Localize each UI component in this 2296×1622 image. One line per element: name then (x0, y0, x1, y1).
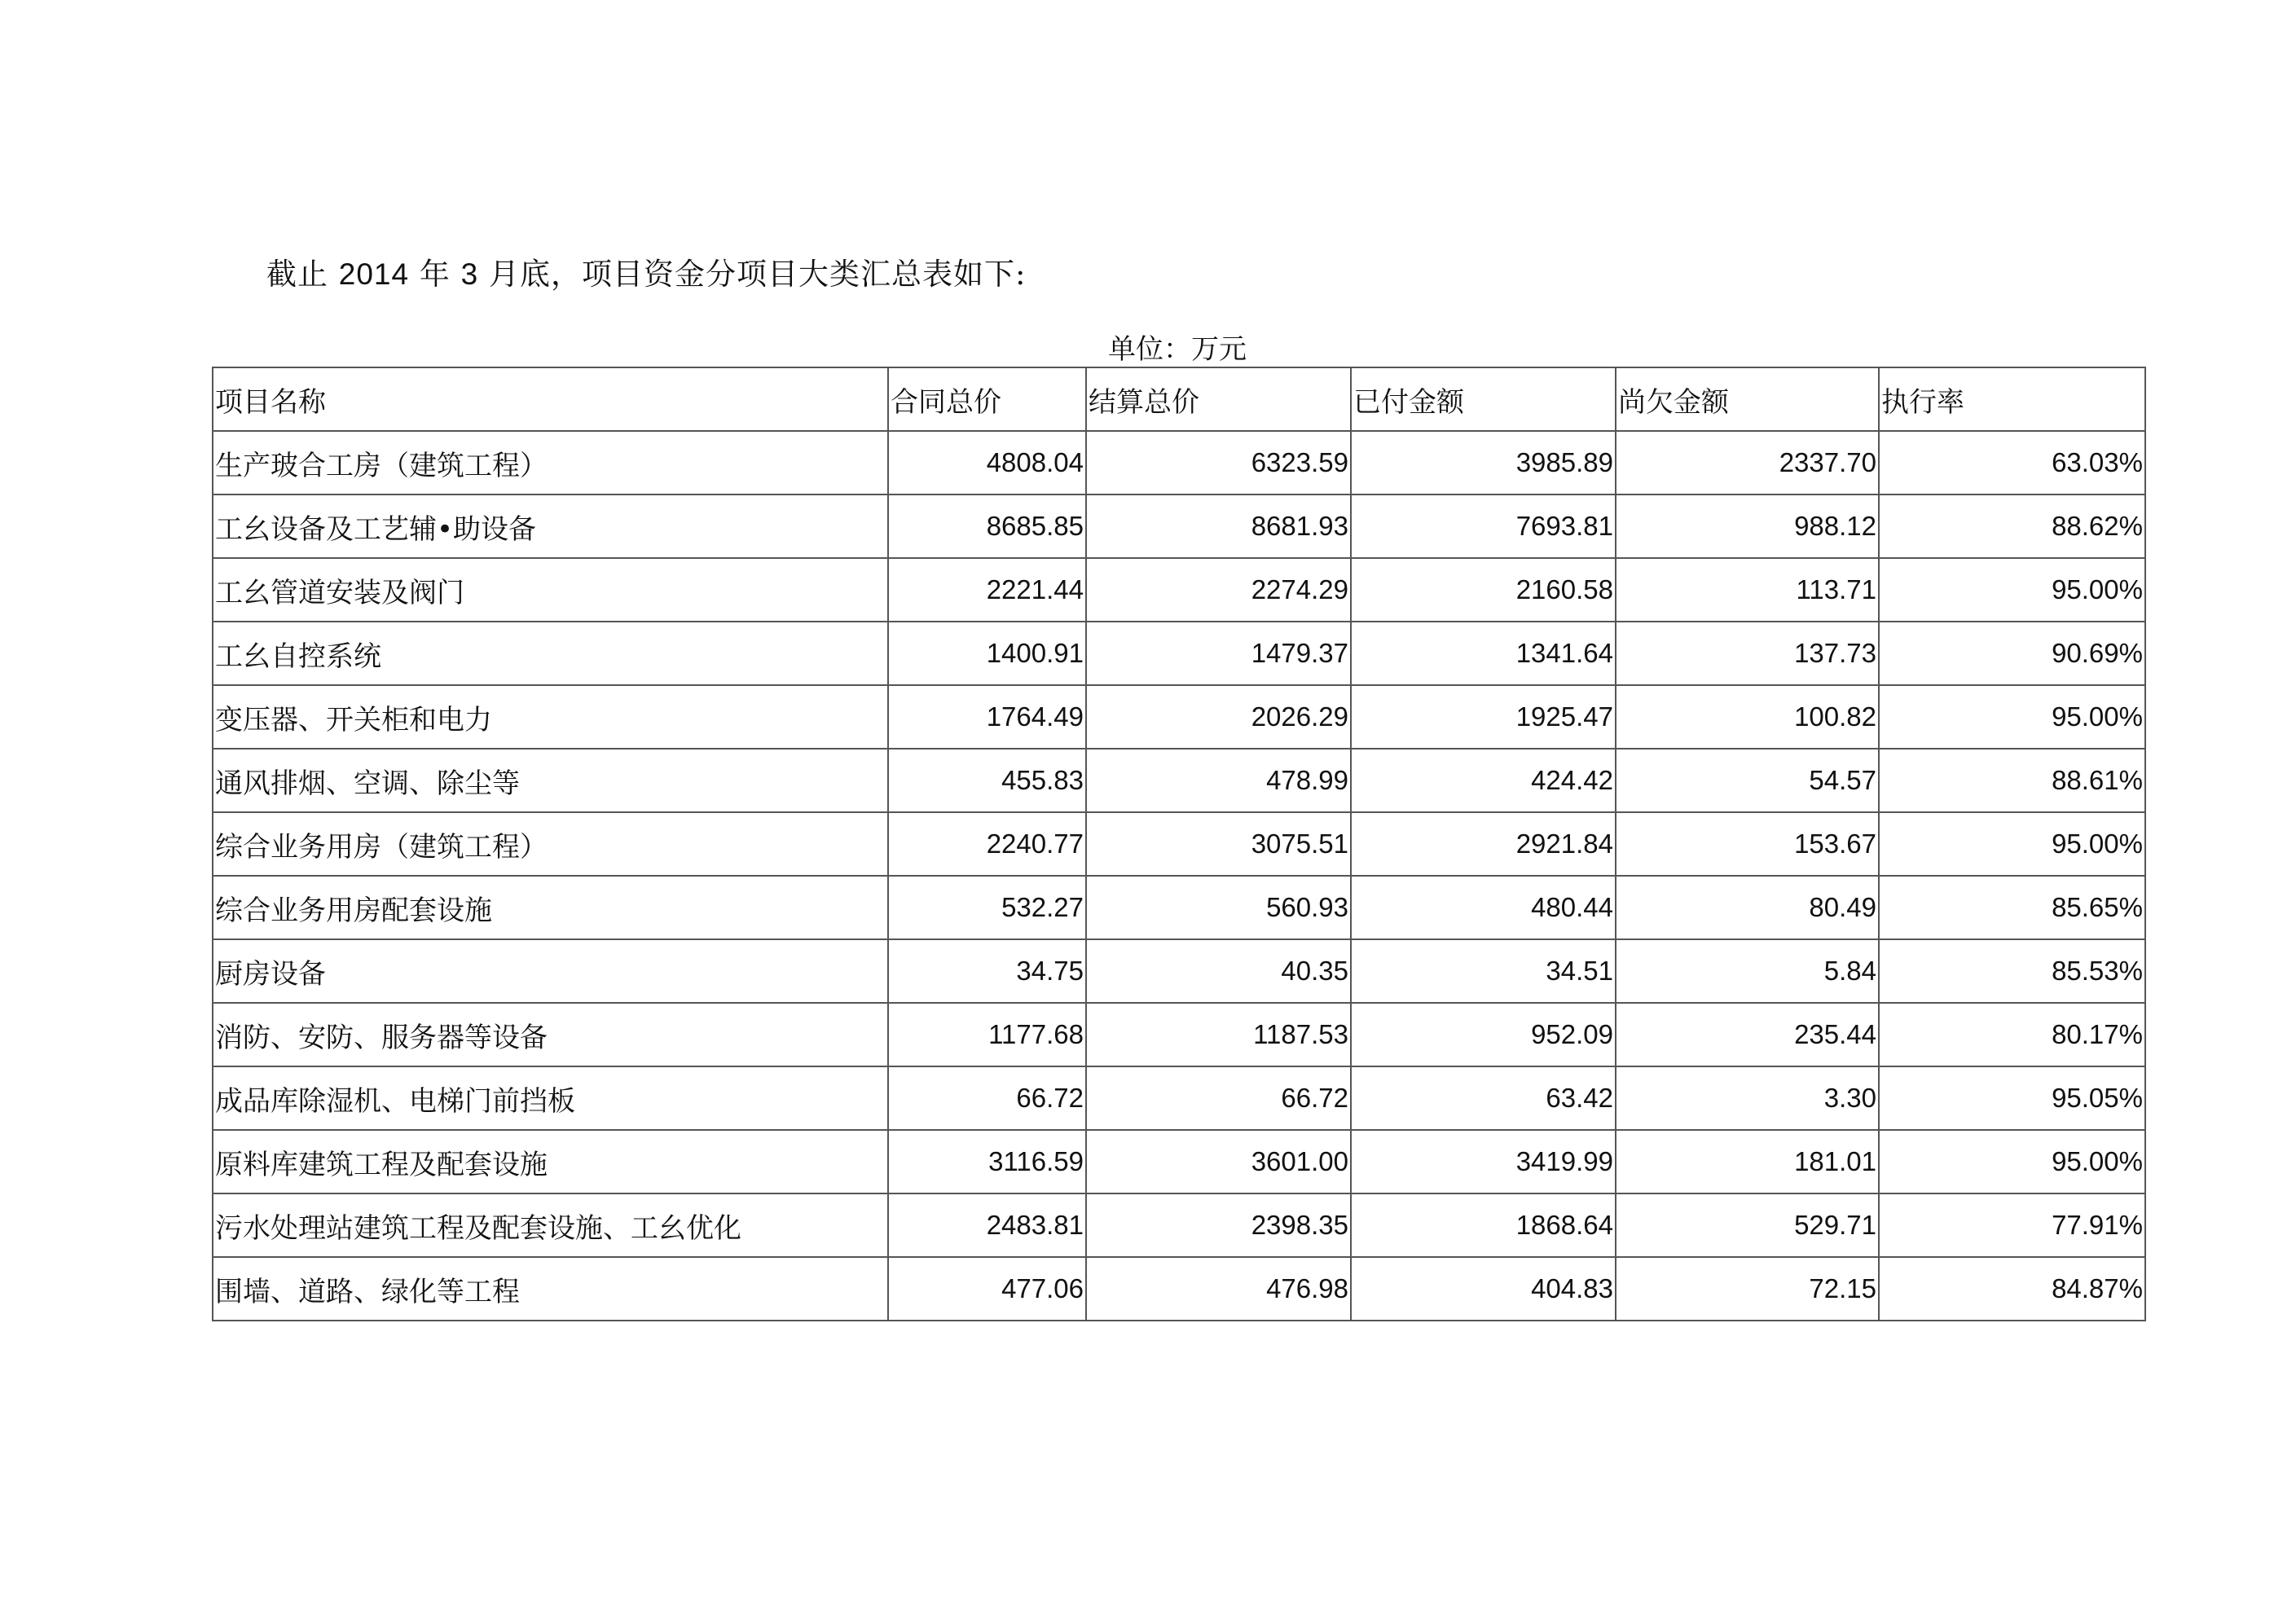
execution-rate-cell: 84.87% (1879, 1257, 2145, 1321)
owed-amount-cell: 2337.70 (1616, 431, 1879, 495)
col-header-owed-amount: 尚欠金额 (1616, 367, 1879, 431)
execution-rate-cell: 77.91% (1879, 1193, 2145, 1257)
item-name-cell: 综合业务用房（建筑工程） (213, 812, 888, 876)
paid-amount-cell: 63.42 (1351, 1066, 1616, 1130)
table-row (213, 431, 2145, 495)
col-header-settlement-total: 结算总价 (1086, 367, 1351, 431)
execution-rate-cell: 90.69% (1879, 622, 2145, 685)
table-row (213, 1003, 2145, 1066)
table-body (213, 431, 2145, 1321)
settlement-total-cell: 2026.29 (1086, 685, 1351, 749)
owed-amount-cell: 113.71 (1616, 558, 1879, 622)
paid-amount-cell: 34.51 (1351, 939, 1616, 1003)
table-row (213, 1066, 2145, 1130)
settlement-total-cell: 2274.29 (1086, 558, 1351, 622)
table-row (213, 749, 2145, 812)
col-header-name: 项目名称 (213, 367, 888, 431)
execution-rate-cell: 63.03% (1879, 431, 2145, 495)
execution-rate-cell: 85.53% (1879, 939, 2145, 1003)
paid-amount-cell: 1868.64 (1351, 1193, 1616, 1257)
item-name-cell: 工幺自控系统 (213, 622, 888, 685)
execution-rate-cell: 95.00% (1879, 685, 2145, 749)
intro-post: 月底，项目资金分项目大类汇总表如下: (488, 257, 1027, 292)
col-header-contract-total: 合同总价 (888, 367, 1086, 431)
paid-amount-cell: 2160.58 (1351, 558, 1616, 622)
table-row (213, 1193, 2145, 1257)
owed-amount-cell: 529.71 (1616, 1193, 1879, 1257)
settlement-total-cell: 1187.53 (1086, 1003, 1351, 1066)
item-name-cell: 成品库除湿机、电梯门前挡板 (213, 1066, 888, 1130)
contract-total-cell: 66.72 (888, 1066, 1086, 1130)
contract-total-cell: 532.27 (888, 876, 1086, 939)
item-name-cell: 变压器、开关柜和电力 (213, 685, 888, 749)
contract-total-cell: 2483.81 (888, 1193, 1086, 1257)
settlement-total-cell: 66.72 (1086, 1066, 1351, 1130)
item-name-cell: 污水处理站建筑工程及配套设施、工幺优化 (213, 1193, 888, 1257)
paid-amount-cell: 404.83 (1351, 1257, 1616, 1321)
settlement-total-cell: 1479.37 (1086, 622, 1351, 685)
settlement-total-cell: 2398.35 (1086, 1193, 1351, 1257)
settlement-total-cell: 560.93 (1086, 876, 1351, 939)
owed-amount-cell: 72.15 (1616, 1257, 1879, 1321)
item-name-cell: 厨房设备 (213, 939, 888, 1003)
item-name-cell: 生产玻合工房（建筑工程） (213, 431, 888, 495)
owed-amount-cell: 988.12 (1616, 495, 1879, 558)
unit-label: 单位：万元 (1108, 333, 1247, 366)
contract-total-cell: 8685.85 (888, 495, 1086, 558)
item-name-cell: 原料库建筑工程及配套设施 (213, 1130, 888, 1193)
execution-rate-cell: 95.00% (1879, 1130, 2145, 1193)
col-header-paid-amount: 已付金额 (1351, 367, 1616, 431)
contract-total-cell: 4808.04 (888, 431, 1086, 495)
paid-amount-cell: 952.09 (1351, 1003, 1616, 1066)
owed-amount-cell: 100.82 (1616, 685, 1879, 749)
intro-sentence (266, 254, 1026, 295)
intro-month: 3 (460, 257, 479, 291)
paid-amount-cell: 3419.99 (1351, 1130, 1616, 1193)
paid-amount-cell: 1925.47 (1351, 685, 1616, 749)
paid-amount-cell: 424.42 (1351, 749, 1616, 812)
execution-rate-cell: 80.17% (1879, 1003, 2145, 1066)
table-row (213, 495, 2145, 558)
intro-year-suffix: 年 (419, 257, 451, 292)
col-header-execution-rate: 执行率 (1879, 367, 2145, 431)
settlement-total-cell: 40.35 (1086, 939, 1351, 1003)
paid-amount-cell: 2921.84 (1351, 812, 1616, 876)
contract-total-cell: 2221.44 (888, 558, 1086, 622)
contract-total-cell: 2240.77 (888, 812, 1086, 876)
owed-amount-cell: 137.73 (1616, 622, 1879, 685)
owed-amount-cell: 181.01 (1616, 1130, 1879, 1193)
paid-amount-cell: 1341.64 (1351, 622, 1616, 685)
intro-pre: 截止 (266, 257, 328, 292)
owed-amount-cell: 80.49 (1616, 876, 1879, 939)
execution-rate-cell: 85.65% (1879, 876, 2145, 939)
paid-amount-cell: 3985.89 (1351, 431, 1616, 495)
execution-rate-cell: 88.62% (1879, 495, 2145, 558)
settlement-total-cell: 3075.51 (1086, 812, 1351, 876)
execution-rate-cell: 95.00% (1879, 558, 2145, 622)
contract-total-cell: 477.06 (888, 1257, 1086, 1321)
item-name-cell: 消防、安防、服务器等设备 (213, 1003, 888, 1066)
contract-total-cell: 3116.59 (888, 1130, 1086, 1193)
owed-amount-cell: 54.57 (1616, 749, 1879, 812)
table-row (213, 558, 2145, 622)
paid-amount-cell: 7693.81 (1351, 495, 1616, 558)
item-name-cell: 综合业务用房配套设施 (213, 876, 888, 939)
paid-amount-cell: 480.44 (1351, 876, 1616, 939)
item-name-cell: 通风排烟、空调、除尘等 (213, 749, 888, 812)
table-row (213, 939, 2145, 1003)
settlement-total-cell: 3601.00 (1086, 1130, 1351, 1193)
table-row (213, 876, 2145, 939)
funding-summary-table (212, 367, 2146, 1321)
settlement-total-cell: 478.99 (1086, 749, 1351, 812)
intro-year: 2014 (338, 257, 410, 291)
settlement-total-cell: 8681.93 (1086, 495, 1351, 558)
owed-amount-cell: 3.30 (1616, 1066, 1879, 1130)
table-row (213, 812, 2145, 876)
settlement-total-cell: 476.98 (1086, 1257, 1351, 1321)
contract-total-cell: 1764.49 (888, 685, 1086, 749)
execution-rate-cell: 95.05% (1879, 1066, 2145, 1130)
contract-total-cell: 455.83 (888, 749, 1086, 812)
table-header-row (213, 367, 2145, 431)
contract-total-cell: 34.75 (888, 939, 1086, 1003)
table-row (213, 1130, 2145, 1193)
settlement-total-cell: 6323.59 (1086, 431, 1351, 495)
table-row (213, 622, 2145, 685)
item-name-cell: 工幺设备及工艺辅•助设备 (213, 495, 888, 558)
table-row (213, 1257, 2145, 1321)
execution-rate-cell: 88.61% (1879, 749, 2145, 812)
owed-amount-cell: 5.84 (1616, 939, 1879, 1003)
item-name-cell: 围墙、道路、绿化等工程 (213, 1257, 888, 1321)
table-row (213, 685, 2145, 749)
owed-amount-cell: 153.67 (1616, 812, 1879, 876)
execution-rate-cell: 95.00% (1879, 812, 2145, 876)
owed-amount-cell: 235.44 (1616, 1003, 1879, 1066)
item-name-cell: 工幺管道安装及阀门 (213, 558, 888, 622)
contract-total-cell: 1177.68 (888, 1003, 1086, 1066)
contract-total-cell: 1400.91 (888, 622, 1086, 685)
